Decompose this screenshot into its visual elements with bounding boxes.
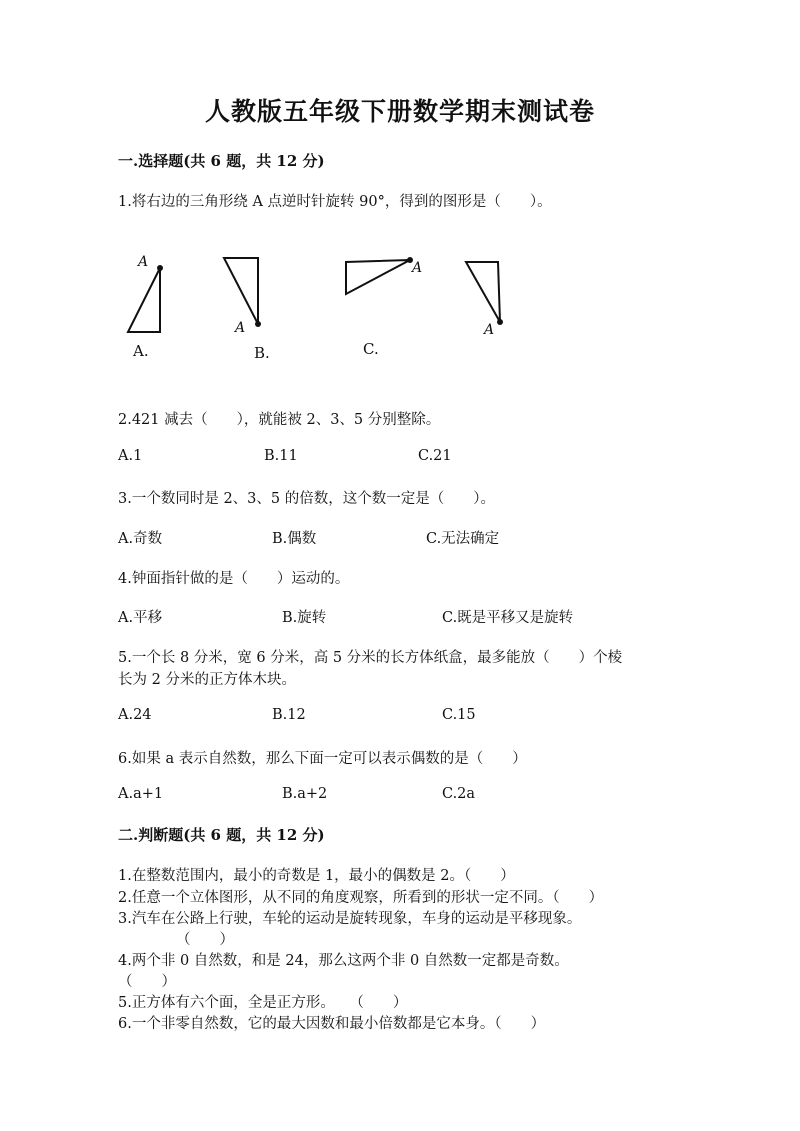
judgement-item-6: 6.一个非零自然数，它的最大因数和最小倍数都是它本身。（ ） xyxy=(118,1016,546,1032)
question-6-option-c[interactable]: C.2a xyxy=(442,786,476,802)
section-heading-choice: 一.选择题(共 6 题，共 12 分) xyxy=(118,152,325,170)
question-5-line-2: 长为 2 分米的正方体木块。 xyxy=(118,672,296,688)
figure-b-vertex-label: A xyxy=(235,320,246,336)
figure-c-vertex-label: A xyxy=(412,260,423,276)
judgement-item-3-answer-blank[interactable]: （ ） xyxy=(176,932,234,948)
section-heading-judgement: 二.判断题(共 6 题，共 12 分) xyxy=(118,826,325,844)
question-4-option-c[interactable]: C.既是平移又是旋转 xyxy=(442,610,574,626)
figure-c-caption: C. xyxy=(363,340,379,358)
figure-option-c xyxy=(346,257,422,358)
judgement-item-4-answer-blank[interactable]: （ ） xyxy=(118,974,176,990)
question-4: 4.钟面指针做的是（ ）运动的。 xyxy=(118,571,350,587)
figure-option-b xyxy=(224,258,270,362)
question-3: 3.一个数同时是 2、3、5 的倍数，这个数一定是（ ）。 xyxy=(118,491,495,507)
question-6-option-b[interactable]: B.a+2 xyxy=(282,786,328,802)
figure-d-vertex-label: A xyxy=(484,322,495,338)
question-5-option-c[interactable]: C.15 xyxy=(442,707,476,723)
figure-a-caption: A. xyxy=(133,342,149,360)
triangle-figures xyxy=(118,246,518,366)
judgement-item-4: 4.两个非 0 自然数，和是 24，那么这两个非 0 自然数一定都是奇数。 xyxy=(118,953,569,969)
question-3-option-b[interactable]: B.偶数 xyxy=(272,531,317,547)
page-title: 人教版五年级下册数学期末测试卷 xyxy=(204,97,595,126)
judgement-item-2: 2.任意一个立体图形，从不同的角度观察，所看到的形状一定不同。（ ） xyxy=(118,890,604,906)
question-1-figures xyxy=(118,246,495,366)
question-5-line-1: 5.一个长 8 分米，宽 6 分米，高 5 分米的长方体纸盒，最多能放（ ）个棱 xyxy=(118,650,623,666)
figure-b-caption: B. xyxy=(254,344,270,362)
figure-option-d xyxy=(466,262,503,338)
question-4-option-b[interactable]: B.旋转 xyxy=(282,610,327,626)
question-1: 1.将右边的三角形绕 A 点逆时针旋转 90°，得到的图形是（ ）。 xyxy=(118,194,552,210)
question-3-option-a[interactable]: A.奇数 xyxy=(118,531,163,547)
question-2-option-c[interactable]: C.21 xyxy=(418,448,452,464)
question-6: 6.如果 a 表示自然数，那么下面一定可以表示偶数的是（ ） xyxy=(118,751,527,767)
judgement-item-5: 5.正方体有六个面，全是正方形。 （ ） xyxy=(118,995,408,1011)
judgement-item-3: 3.汽车在公路上行驶，车轮的运动是旋转现象，车身的运动是平移现象。 xyxy=(118,911,582,927)
question-5-option-b[interactable]: B.12 xyxy=(272,707,306,723)
question-4-option-a[interactable]: A.平移 xyxy=(118,610,163,626)
question-2-option-a[interactable]: A.1 xyxy=(118,448,143,464)
question-6-option-a[interactable]: A.a+1 xyxy=(118,786,164,802)
judgement-item-1: 1.在整数范围内，最小的奇数是 1，最小的偶数是 2。（ ） xyxy=(118,868,515,884)
question-2-option-b[interactable]: B.11 xyxy=(264,448,298,464)
question-3-option-c[interactable]: C.无法确定 xyxy=(426,531,500,547)
figure-a-vertex-label: A xyxy=(138,254,149,270)
figure-option-a xyxy=(128,254,163,360)
question-5-option-a[interactable]: A.24 xyxy=(118,707,152,723)
question-2: 2.421 减去（ ），就能被 2、3、5 分别整除。 xyxy=(118,412,441,428)
